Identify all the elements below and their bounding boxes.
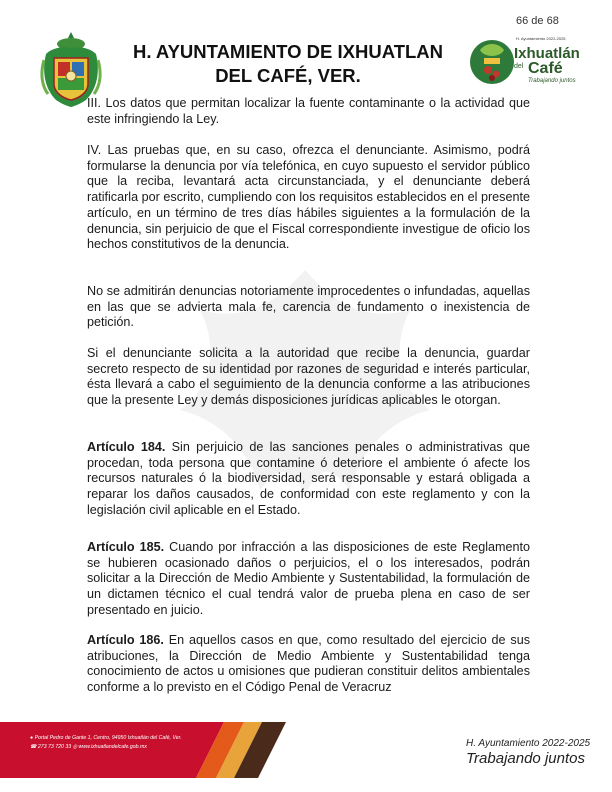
page-title (118, 40, 458, 88)
article-186 (87, 633, 530, 696)
paragraph-iii: III. Los datos que permitan localizar la fuente contaminante o la actividad que este infringiendo la Ley. (87, 96, 530, 126)
globe-icon: ◎ (72, 744, 78, 750)
ixhuatlan-brand-logo (468, 28, 584, 94)
logo-small-text: H. Ayuntamiento 2022-2025 (516, 36, 566, 41)
article-186-text: En aquellos casos en que, como resultado del ejercicio de sus atribuciones, la Dirección de Medio Ambiente y Sustentabilidad tenga conocimiento de actos u omisiones que pudieran constituir delitos ambientales conforme a lo previsto en el Código Penal de Veracruz (87, 633, 530, 695)
footer-phone-web (30, 743, 245, 752)
footer-address (30, 734, 245, 743)
logo-tagline: Trabajando juntos (528, 78, 576, 84)
article-184-label: Artículo 184. (87, 440, 166, 454)
footer-phone: 273 73 720 33 (37, 744, 72, 750)
article-185-label: Artículo 185. (87, 540, 165, 554)
footer-website[interactable]: www.ixhuatlandelcafe.gob.mx (78, 744, 147, 750)
footer-address-text: Portal Pedro de Gante 1, Centro, 94950 Ixhuatlán del Café, Ver. (34, 735, 182, 741)
article-184-text: Sin perjuicio de las sanciones penales o administrativas que procedan, toda persona que contamine ó deteriore el ambiente ó afecte los recursos naturales ó la biodiversidad, será responsable y estará obligada a reparar los daños causados, de conformidad con este reglamento y con la legislación civil aplicable en el Estado. (87, 440, 530, 517)
footer-contact (30, 734, 245, 752)
article-185-text: Cuando por infracción a las disposiciones de este Reglamento se hubieren ocasionado daños o perjuicios, el o los interesados, podrán solicitar a la Dirección de Medio Ambiente y Sustentabilidad, la formulación de un dictamen técnico el cual tendrá valor de prueba plena en caso de ser presentado en juicio. (87, 540, 530, 617)
logo-line-2: del (514, 63, 524, 70)
logo-line-3: Café (528, 60, 563, 77)
phone-icon: ☎ (30, 744, 37, 750)
footer-slogan (466, 738, 596, 768)
page-number: 66 de 68 (516, 15, 559, 27)
article-184 (87, 440, 530, 519)
article-186-label: Artículo 186. (87, 633, 164, 647)
article-185 (87, 540, 530, 619)
footer-slogan-line-2: Trabajando juntos (466, 750, 585, 767)
title-line-1: H. AYUNTAMIENTO DE IXHUATLAN (132, 41, 444, 62)
location-icon: ● (30, 735, 34, 741)
paragraph-no-admit: No se admitirán denuncias notoriamente improcedentes o infundadas, aquellas en las que se advierta mala fe, carencia de fundamento o inexistencia de petición. (87, 284, 530, 330)
paragraph-secret: Si el denunciante solicita a la autoridad que recibe la denuncia, guardar secreto respecto de su identidad por razones de seguridad e interés particular, ésta llevará a cabo el seguimiento de la denuncia conforme a las atribuciones que la presente Ley y demás disposiciones jurídicas aplicables le otorgan. (87, 346, 530, 408)
logo-line-1: Ixhuatlán (514, 45, 580, 62)
title-line-2: DEL CAFÉ, VER. (215, 65, 361, 86)
footer-slogan-line-1: H. Ayuntamiento 2022-2025 (466, 738, 591, 749)
paragraph-iv: IV. Las pruebas que, en su caso, ofrezca el denunciante. Asimismo, podrá formularse la denuncia por vía telefónica, en cuyo supuesto el servidor público que la reciba, levantará acta circunstanciada, y el denunciante deberá ratificarla por escrito, cumpliendo con los requisitos establecidos en el presente artículo, en un término de tres días hábiles siguientes a la formulación de la denuncia, sin perjuicio de que el Fiscal correspondiente investigue de oficio los hechos constitutivos de la denuncia. (87, 143, 530, 252)
